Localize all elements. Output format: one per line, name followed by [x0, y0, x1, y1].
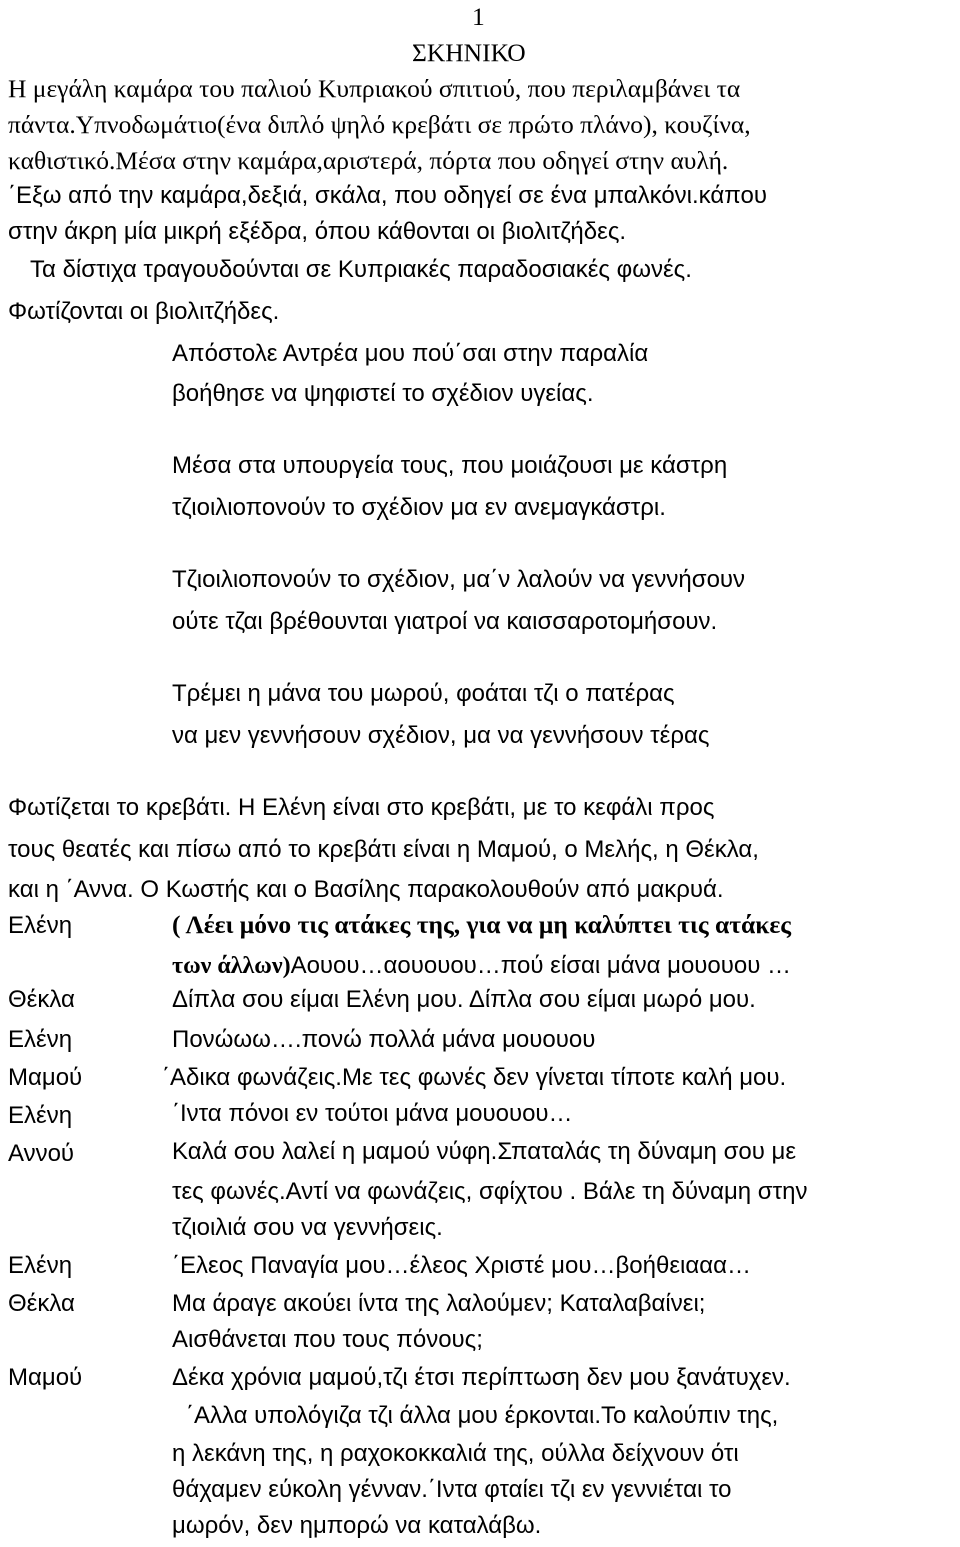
- verse-line: Τρέμει η μάνα του μωρού, φοάται τζι ο πατέρας: [172, 680, 675, 707]
- verse-line: Τζιοιλιοπονούν το σχέδιον, μα΄ν λαλούν να γεννήσουν: [172, 566, 746, 593]
- speaker-name: Ελένη: [8, 1102, 73, 1129]
- dialogue-line: Καλά σου λαλεί η μαμού νύφη.Σπαταλάς τη δύναμη σου με: [172, 1138, 797, 1165]
- description-line: Η μεγάλη καμάρα του παλιού Κυπριακού σπιτιού, που περιλαμβάνει τα: [8, 74, 741, 103]
- dialogue-line: ΄Ιντα πόνοι εν τούτοι μάνα μουουου…: [172, 1100, 573, 1127]
- speaker-name: Ελένη: [8, 1252, 73, 1279]
- scene-heading: ΣΚΗΝΙΚΟ: [412, 38, 526, 67]
- verse-line: Απόστολε Αντρέα μου πού΄σαι στην παραλία: [172, 340, 649, 367]
- dialogue-line: ΄Αλλα υπολόγιζα τζι άλλα μου έρκονται.Το καλούπιν της,: [186, 1402, 779, 1429]
- verse-line: βοήθησε να ψηφιστεί το σχέδιον υγείας.: [172, 380, 594, 407]
- dialogue-line: τζιοιλιά σου να γεννήσεις.: [172, 1214, 443, 1241]
- speaker-name: Ελένη: [8, 1026, 73, 1053]
- speaker-name: Μαμού: [8, 1364, 83, 1391]
- verse-line: ούτε τζαι βρέθουνται γιατροί να καισσαροτομήσουν.: [172, 608, 718, 635]
- description-line: πάντα.Υπνοδωμάτιο(ένα διπλό ψηλό κρεβάτι σε πρώτο πλάνο), κουζίνα,: [8, 110, 751, 139]
- speaker-name: Ελένη: [8, 912, 73, 939]
- dialogue-line: μωρόν, δεν ημπορώ να καταλάβω.: [172, 1512, 542, 1539]
- direction-line: τους θεατές και πίσω από το κρεβάτι είναι η Μαμού, ο Μελής, η Θέκλα,: [8, 836, 759, 863]
- verse-line: να μεν γεννήσουν σχέδιον, μα να γεννήσουν τέρας: [172, 722, 710, 749]
- dialogue-line: η λεκάνη της, η ραχοκοκκαλιά της, ούλλα δείχνουν ότι: [172, 1440, 739, 1467]
- direction-line: και η ΄Αννα. Ο Κωστής και ο Βασίλης παρακολουθούν από μακρυά.: [8, 876, 724, 903]
- stage-note: ( Λέει μόνο τις ατάκες της, για να μη καλύπτει τις ατάκες: [172, 910, 791, 939]
- dialogue-line: Πονώωω….πονώ πολλά μάνα μουουου: [172, 1026, 596, 1053]
- description-line: στην άκρη μία μικρή εξέδρα, όπου κάθονται οι βιολιτζήδες.: [8, 218, 627, 245]
- dialogue-line: ΄Αδικα φωνάζεις.Με τες φωνές δεν γίνεται τίποτε καλή μου.: [162, 1064, 787, 1091]
- dialogue-line: των άλλων)Αουου…αουουου…πού είσαι μάνα μουουου …: [172, 952, 792, 979]
- speaker-name: Θέκλα: [8, 986, 75, 1013]
- dialogue-line: ΄Ελεος Παναγία μου…έλεος Χριστέ μου…βοήθειααα…: [172, 1252, 751, 1279]
- dialogue-line: θάχαμεν εύκολη γένναν.΄Ιντα φταίει τζι εν γεννιέται το: [172, 1476, 732, 1503]
- verse-line: τζιοιλιοπονούν το σχέδιον μα εν ανεμαγκάστρι.: [172, 494, 666, 521]
- dialogue-line: Δέκα χρόνια μαμού,τζι έτσι περίπτωση δεν μου ξανάτυχεν.: [172, 1364, 791, 1391]
- dialogue-line: τες φωνές.Αντί να φωνάζεις, σφίχτου . Βάλε τη δύναμη στην: [172, 1178, 808, 1205]
- dialogue-line: Δίπλα σου είμαι Ελένη μου. Δίπλα σου είμαι μωρό μου.: [172, 986, 756, 1013]
- description-line: καθιστικό.Μέσα στην καμάρα,αριστερά, πόρτα που οδηγεί στην αυλή.: [8, 146, 729, 175]
- description-line: Φωτίζονται οι βιολιτζήδες.: [8, 298, 280, 325]
- description-line: ΄Εξω από την καμάρα,δεξιά, σκάλα, που οδηγεί σε ένα μπαλκόνι.κάπου: [8, 182, 767, 209]
- description-line: Τα δίστιχα τραγουδούνται σε Κυπριακές παραδοσιακές φωνές.: [30, 256, 692, 283]
- speaker-name: Αννού: [8, 1140, 75, 1167]
- dialogue-line: Μα άραγε ακούει ίντα της λαλούμεν; Καταλαβαίνει;: [172, 1290, 706, 1317]
- speaker-name: Μαμού: [8, 1064, 83, 1091]
- dialogue-line: Αισθάνεται που τους πόνους;: [172, 1326, 483, 1353]
- speaker-name: Θέκλα: [8, 1290, 75, 1317]
- page-number: 1: [472, 2, 485, 31]
- direction-line: Φωτίζεται το κρεβάτι. Η Ελένη είναι στο κρεβάτι, με το κεφάλι προς: [8, 794, 715, 821]
- verse-line: Μέσα στα υπουργεία τους, που μοιάζουσι με κάστρη: [172, 452, 728, 479]
